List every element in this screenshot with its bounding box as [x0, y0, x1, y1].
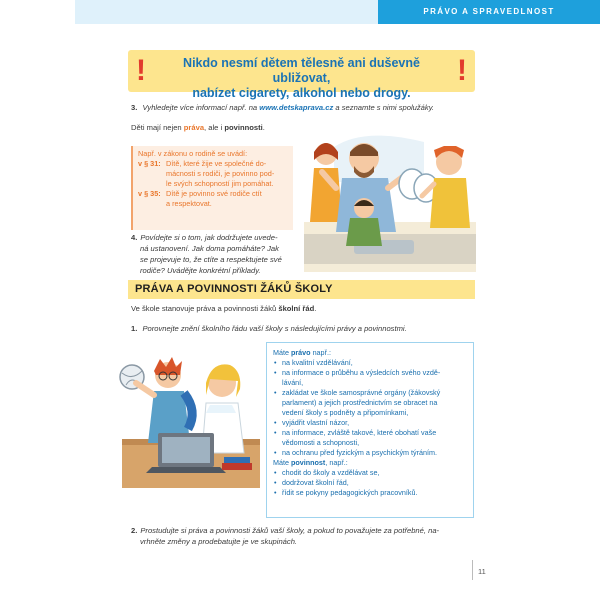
list-item	[273, 388, 467, 418]
duties-word: povinnosti	[224, 123, 263, 132]
task-text: Vyhledejte více informací např. na	[142, 103, 258, 112]
law-item	[138, 189, 288, 209]
list-line: na kvalitní vzdělávání,	[282, 358, 353, 367]
list-line: řídit se pokyny pedagogických pracovníků.	[282, 488, 418, 497]
duty-term: povinnost	[290, 458, 326, 467]
list-line: lávání,	[282, 378, 304, 387]
rights-duties-box	[266, 342, 474, 518]
list-line: parlament) a jejich prostřednictvím se obracet na	[282, 398, 438, 407]
right-term: právo	[290, 348, 311, 357]
list-line: chodit do školy a vzdělávat se,	[282, 468, 380, 477]
list-item	[273, 478, 467, 488]
list-line: • na informace o průběhu a výsledcích svého vzdě-	[282, 368, 441, 377]
task-number: 2.	[131, 526, 138, 535]
task-line: ná ustanovení. Jak doma pomáháte? Jak	[140, 244, 279, 253]
warning-line-1: Nikdo nesmí dětem tělesně ani duševně ubližovat,	[183, 56, 420, 85]
intro-sentence	[131, 303, 476, 314]
law-text	[166, 189, 262, 209]
rights-lead	[273, 348, 467, 358]
school-rules-term: školní řád	[278, 304, 315, 313]
section-label: PRÁVO A SPRAVEDLNOST	[378, 0, 600, 24]
law-quote-box	[131, 146, 293, 230]
list-line: na ochranu před fyzickým a psychickým týráním.	[282, 448, 437, 457]
warning-banner	[128, 50, 475, 100]
text: Máte	[273, 458, 289, 467]
law-item	[138, 159, 288, 189]
family-illustration	[304, 122, 476, 272]
task-text: a seznamte s nimi spolužáky.	[335, 103, 435, 112]
list-item	[273, 488, 467, 498]
list-line: vyjádřit vlastní názor,	[282, 418, 350, 427]
list-line: vědomosti a schopnosti,	[282, 438, 360, 447]
task-text: Porovnejte znění školního řádu vaší školy s následujícími právy a povinnostmi.	[142, 324, 407, 333]
text: .	[262, 123, 265, 132]
law-line: mácnosti s rodiči, je povinno pod-	[166, 169, 275, 178]
warning-line-2: nabízet cigarety, alkohol nebo drogy.	[192, 86, 411, 100]
text: Máte	[273, 348, 289, 357]
text: , ale i	[204, 123, 223, 132]
page-number-divider	[472, 560, 473, 580]
task-1	[131, 323, 476, 334]
text: .	[314, 304, 317, 313]
list-item	[273, 418, 467, 428]
list-item	[273, 428, 467, 448]
exclamation-icon: !	[457, 54, 467, 87]
list-item	[273, 468, 467, 478]
law-label: v § 35:	[138, 189, 161, 198]
list-line: vedení školy s podněty a připomínkami,	[282, 408, 409, 417]
task-line: rodiče? Uvádějte konkrétní příklady.	[140, 266, 261, 275]
list-line: • zakládat ve škole samosprávné orgány (žákovský	[282, 388, 441, 397]
task-number: 4.	[131, 233, 138, 242]
task-3	[131, 102, 476, 113]
law-line: le svých schopností jim pomáhat.	[166, 179, 274, 188]
students-illustration	[118, 353, 264, 488]
task-2	[131, 525, 476, 547]
text: , např.:	[325, 458, 348, 467]
task-line: Prostudujte si práva a povinnosti žáků vaší školy, a pokud to považujete za potřebné, na-	[140, 526, 440, 535]
duties-list	[273, 468, 467, 498]
task-line: Povídejte si o tom, jak dodržujete uvede-	[140, 233, 278, 242]
task-number: 1.	[131, 324, 138, 333]
rights-word: práva	[183, 123, 205, 132]
law-intro: Např. v zákonu o rodině se uvádí:	[138, 149, 248, 158]
list-item	[273, 358, 467, 368]
text: Děti mají nejen	[131, 123, 182, 132]
law-line: a respektovat.	[166, 199, 212, 208]
section-heading: PRÁVA A POVINNOSTI ŽÁKŮ ŠKOLY	[128, 280, 475, 299]
list-line: dodržovat školní řád,	[282, 478, 349, 487]
task-number: 3.	[131, 103, 138, 112]
exclamation-icon: !	[136, 54, 146, 87]
list-line: • na informace, zvláště takové, které obohatí vaše	[282, 428, 437, 437]
detskaprava-link[interactable]: www.detskaprava.cz	[259, 103, 334, 112]
list-item	[273, 368, 467, 388]
law-label: v § 31:	[138, 159, 161, 168]
page-number: 11	[478, 567, 486, 576]
rights-list	[273, 358, 467, 458]
law-line: Dítě, které žije ve společné do-	[166, 159, 267, 168]
duties-lead	[273, 458, 467, 468]
rights-duties-sentence	[131, 122, 301, 133]
task-4	[131, 232, 301, 276]
law-text	[166, 159, 274, 189]
text: např.:	[312, 348, 331, 357]
text: Ve škole stanovuje práva a povinnosti žáků	[131, 304, 277, 313]
warning-text	[158, 56, 445, 101]
task-line: vrhněte změny a prodebatujte je ve skupinách.	[140, 537, 298, 546]
law-line: Dítě je povinno své rodiče ctít	[166, 189, 262, 198]
list-item	[273, 448, 467, 458]
task-line: se projevuje to, že ctíte a respektujete své	[140, 255, 282, 264]
